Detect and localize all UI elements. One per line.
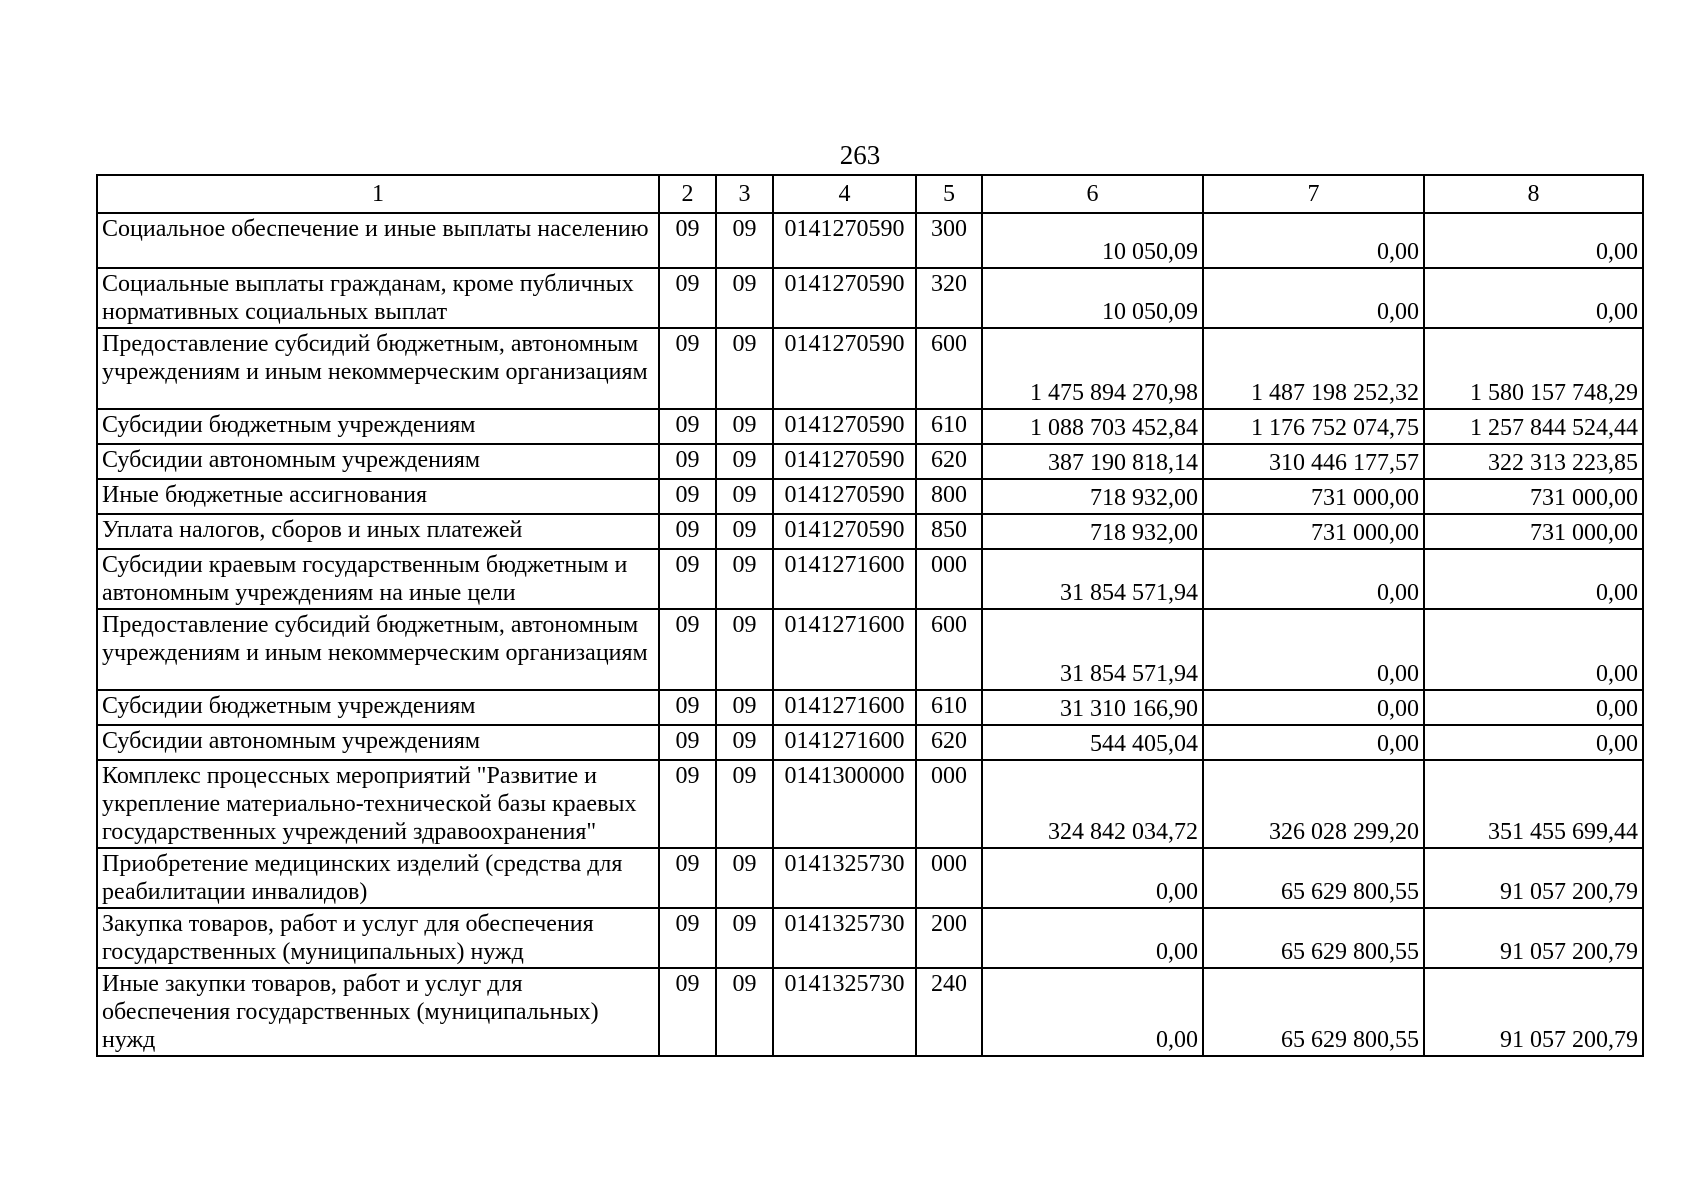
target-article-code: 0141270590 (773, 514, 916, 549)
amount-col6: 31 854 571,94 (982, 549, 1203, 609)
subsection-code: 09 (716, 268, 773, 328)
target-article-code: 0141300000 (773, 760, 916, 848)
target-article-code: 0141270590 (773, 444, 916, 479)
subsection-code: 09 (716, 968, 773, 1056)
expense-type-code: 300 (916, 213, 982, 268)
expense-type-code: 240 (916, 968, 982, 1056)
section-code: 09 (659, 760, 716, 848)
target-article-code: 0141270590 (773, 479, 916, 514)
section-code: 09 (659, 848, 716, 908)
target-article-code: 0141270590 (773, 409, 916, 444)
amount-col8: 0,00 (1424, 549, 1643, 609)
amount-col6: 544 405,04 (982, 725, 1203, 760)
section-code: 09 (659, 514, 716, 549)
amount-col7: 0,00 (1203, 690, 1424, 725)
row-name: Комплекс процессных мероприятий "Развитие и укрепление материально-технической базы краевых государственных учреждений здравоохранения" (97, 760, 659, 848)
section-code: 09 (659, 609, 716, 690)
amount-col7: 65 629 800,55 (1203, 848, 1424, 908)
table-row (97, 479, 1643, 514)
subsection-code: 09 (716, 908, 773, 968)
amount-col7: 65 629 800,55 (1203, 968, 1424, 1056)
target-article-code: 0141271600 (773, 609, 916, 690)
row-name: Приобретение медицинских изделий (средства для реабилитации инвалидов) (97, 848, 659, 908)
amount-col8: 91 057 200,79 (1424, 848, 1643, 908)
section-code: 09 (659, 690, 716, 725)
subsection-code: 09 (716, 444, 773, 479)
target-article-code: 0141270590 (773, 268, 916, 328)
expense-type-code: 000 (916, 549, 982, 609)
amount-col7: 731 000,00 (1203, 514, 1424, 549)
amount-col7: 1 176 752 074,75 (1203, 409, 1424, 444)
amount-col7: 326 028 299,20 (1203, 760, 1424, 848)
amount-col6: 0,00 (982, 908, 1203, 968)
amount-col6: 31 854 571,94 (982, 609, 1203, 690)
expense-type-code: 620 (916, 444, 982, 479)
target-article-code: 0141325730 (773, 968, 916, 1056)
table-row (97, 549, 1643, 609)
amount-col7: 65 629 800,55 (1203, 908, 1424, 968)
subsection-code: 09 (716, 514, 773, 549)
column-number: 3 (716, 175, 773, 213)
amount-col8: 0,00 (1424, 725, 1643, 760)
amount-col6: 10 050,09 (982, 213, 1203, 268)
page-number: 263 (839, 140, 881, 170)
expense-type-code: 800 (916, 479, 982, 514)
expense-type-code: 000 (916, 760, 982, 848)
amount-col8: 91 057 200,79 (1424, 968, 1643, 1056)
amount-col6: 718 932,00 (982, 514, 1203, 549)
row-name: Иные закупки товаров, работ и услуг для обеспечения государственных (муниципальных) нужд (97, 968, 659, 1056)
target-article-code: 0141271600 (773, 725, 916, 760)
row-name: Предоставление субсидий бюджетным, автономным учреждениям и иным некоммерческим организациям (97, 328, 659, 409)
expense-type-code: 320 (916, 268, 982, 328)
section-code: 09 (659, 908, 716, 968)
row-name: Субсидии автономным учреждениям (97, 444, 659, 479)
amount-col8: 0,00 (1424, 690, 1643, 725)
amount-col8: 1 257 844 524,44 (1424, 409, 1643, 444)
section-code: 09 (659, 409, 716, 444)
table-row (97, 268, 1643, 328)
subsection-code: 09 (716, 690, 773, 725)
table-row (97, 690, 1643, 725)
target-article-code: 0141270590 (773, 213, 916, 268)
expense-type-code: 610 (916, 409, 982, 444)
subsection-code: 09 (716, 479, 773, 514)
amount-col8: 0,00 (1424, 268, 1643, 328)
expense-type-code: 000 (916, 848, 982, 908)
column-number: 2 (659, 175, 716, 213)
subsection-code: 09 (716, 213, 773, 268)
amount-col8: 0,00 (1424, 213, 1643, 268)
amount-col6: 31 310 166,90 (982, 690, 1203, 725)
subsection-code: 09 (716, 725, 773, 760)
amount-col7: 310 446 177,57 (1203, 444, 1424, 479)
amount-col7: 731 000,00 (1203, 479, 1424, 514)
amount-col8: 1 580 157 748,29 (1424, 328, 1643, 409)
section-code: 09 (659, 479, 716, 514)
target-article-code: 0141270590 (773, 328, 916, 409)
amount-col7: 0,00 (1203, 725, 1424, 760)
amount-col6: 0,00 (982, 968, 1203, 1056)
row-name: Субсидии бюджетным учреждениям (97, 690, 659, 725)
subsection-code: 09 (716, 549, 773, 609)
expense-type-code: 600 (916, 328, 982, 409)
amount-col8: 322 313 223,85 (1424, 444, 1643, 479)
section-code: 09 (659, 213, 716, 268)
expense-type-code: 600 (916, 609, 982, 690)
column-number: 5 (916, 175, 982, 213)
expense-type-code: 850 (916, 514, 982, 549)
amount-col8: 351 455 699,44 (1424, 760, 1643, 848)
row-name: Иные бюджетные ассигнования (97, 479, 659, 514)
amount-col7: 0,00 (1203, 268, 1424, 328)
amount-col7: 0,00 (1203, 549, 1424, 609)
row-name: Закупка товаров, работ и услуг для обеспечения государственных (муниципальных) нужд (97, 908, 659, 968)
row-name: Субсидии автономным учреждениям (97, 725, 659, 760)
subsection-code: 09 (716, 609, 773, 690)
column-number: 1 (97, 175, 659, 213)
table-row (97, 725, 1643, 760)
target-article-code: 0141325730 (773, 848, 916, 908)
column-number: 7 (1203, 175, 1424, 213)
amount-col8: 731 000,00 (1424, 479, 1643, 514)
expense-type-code: 200 (916, 908, 982, 968)
amount-col8: 91 057 200,79 (1424, 908, 1643, 968)
amount-col6: 1 088 703 452,84 (982, 409, 1203, 444)
table-row (97, 968, 1643, 1056)
table-row (97, 444, 1643, 479)
row-name: Предоставление субсидий бюджетным, автономным учреждениям и иным некоммерческим организациям (97, 609, 659, 690)
amount-col6: 1 475 894 270,98 (982, 328, 1203, 409)
amount-col6: 10 050,09 (982, 268, 1203, 328)
expense-type-code: 620 (916, 725, 982, 760)
amount-col8: 0,00 (1424, 609, 1643, 690)
table-row (97, 848, 1643, 908)
table-row (97, 760, 1643, 848)
amount-col7: 1 487 198 252,32 (1203, 328, 1424, 409)
section-code: 09 (659, 444, 716, 479)
section-code: 09 (659, 725, 716, 760)
subsection-code: 09 (716, 328, 773, 409)
row-name: Субсидии бюджетным учреждениям (97, 409, 659, 444)
row-name: Субсидии краевым государственным бюджетным и автономным учреждениям на иные цели (97, 549, 659, 609)
amount-col7: 0,00 (1203, 213, 1424, 268)
subsection-code: 09 (716, 409, 773, 444)
amount-col6: 324 842 034,72 (982, 760, 1203, 848)
amount-col8: 731 000,00 (1424, 514, 1643, 549)
table-row (97, 409, 1643, 444)
target-article-code: 0141271600 (773, 690, 916, 725)
target-article-code: 0141271600 (773, 549, 916, 609)
column-number: 6 (982, 175, 1203, 213)
row-name: Уплата налогов, сборов и иных платежей (97, 514, 659, 549)
table-row (97, 908, 1643, 968)
column-number: 4 (773, 175, 916, 213)
subsection-code: 09 (716, 848, 773, 908)
row-name: Социальные выплаты гражданам, кроме публичных нормативных социальных выплат (97, 268, 659, 328)
section-code: 09 (659, 549, 716, 609)
table-row (97, 213, 1643, 268)
amount-col7: 0,00 (1203, 609, 1424, 690)
subsection-code: 09 (716, 760, 773, 848)
section-code: 09 (659, 328, 716, 409)
amount-col6: 0,00 (982, 848, 1203, 908)
budget-table (96, 174, 1644, 1057)
section-code: 09 (659, 268, 716, 328)
row-name: Социальное обеспечение и иные выплаты населению (97, 213, 659, 268)
table-row (97, 514, 1643, 549)
table-row (97, 609, 1643, 690)
amount-col6: 718 932,00 (982, 479, 1203, 514)
table-row (97, 328, 1643, 409)
column-number-row (97, 175, 1643, 213)
amount-col6: 387 190 818,14 (982, 444, 1203, 479)
expense-type-code: 610 (916, 690, 982, 725)
column-number: 8 (1424, 175, 1643, 213)
target-article-code: 0141325730 (773, 908, 916, 968)
section-code: 09 (659, 968, 716, 1056)
